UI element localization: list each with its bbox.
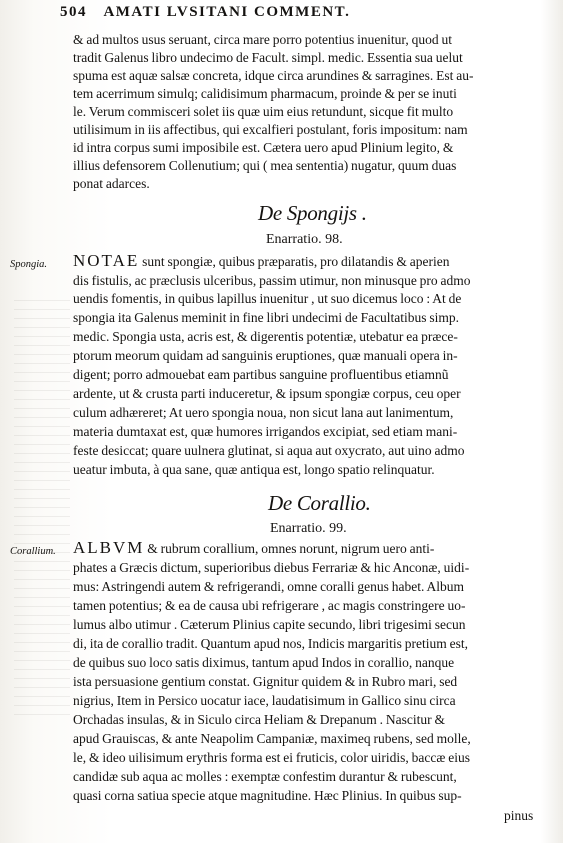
margin-note-spongia: Spongia. [10,259,48,270]
text-line: lumus albo utimur . Cæterum Plinius capite secundo, libri trigesimi secun [73,617,466,632]
text-line: tem acerrimum simulq; calidisimum pharmacum, proinde & per se inuti [73,86,457,101]
text-line: medic. Spongia usta, acris est, & digerentis potentiæ, utebatur ea præce- [73,329,458,344]
text-line: tradit Galenus libro undecimo de Facult. simpl. medic. Essentia sua uelut [73,50,463,65]
text-line: ptorum meorum quidam ad sanguinis eruptiones, quæ manuali opera in- [73,348,458,363]
text-line: digent; porro admouebat eam partibus sanguine profluentibus etiamnũ [73,367,449,382]
running-header [60,4,350,21]
text-line: Orchadas insulas, & in Siculo circa Heliam & Drepanum . Nascitur & [73,712,446,727]
text-line: & ad multos usus seruant, circa mare porro potentius inuenitur, quod ut [73,32,453,47]
enarratio-heading: Enarratio. 99. [270,521,347,536]
catchword: pinus [504,808,534,823]
text-line: dis fistulis, ac præclusis ulceribus, passim utimur, non minusque pro admo [73,273,471,288]
text-line: feste desiccat; quare uulnera glutinat, si aqua aut oxycrato, aut uino admo [73,443,465,458]
margin-note-corallium: Corallium. [10,546,56,557]
text-line: de quibus suo loco satis diximus, tantum apud Indos in corallio, nanque [73,655,455,670]
text-line: di, ita de corallio tradit. Quantum apud nos, Indicis margaritis pretium est, [73,636,469,651]
text-line: quasi corna satiua specie atque magnitudine. Hæc Plinius. In quibus sup- [73,788,462,803]
text-line: ardente, ut & crusta parti induceretur, & ipsum spongiæ corpus, ceu oper [73,386,461,401]
running-title: AMATI LVSITANI COMMENT. [103,4,351,20]
text-line: uendis fomentis, in quibus lapillus inuenitur , ut suo dicemus loco : At de [73,291,462,306]
text-line: nigrius, Item in Persico uocatur iace, laudatisimum in Gallico sinu circa [73,693,456,708]
text-line: culum adhæreret; At uero spongia noua, non sicut lana aut lanimentum, [73,405,454,420]
text-line: id intra corpus sumi imposibile est. Cætera uero apud Plinium legito, & [73,140,454,155]
text-line: illius defensorem Collenutium; qui ( mea sententia) nugatur, quum duas [73,158,457,173]
enarratio-heading: Enarratio. 98. [266,232,343,247]
initial-word: NOTAE [73,251,140,270]
text-line: spuma est aquæ salsæ concreta, idque circa arundines & sarragines. Est au- [73,68,474,83]
text-line: & rubrum corallium, omnes norunt, nigrum uero anti- [144,541,435,556]
text-line: spongia ita Galenus meminit in fine libri undecimi de Facultatibus simp. [73,310,460,325]
text-line-first [73,253,449,270]
text-line: ista persuasione gentium constat. Gignitur quidem & in Rubro mari, sed [73,674,458,689]
text-line: utilisimum in iis affectibus, qui excalfieri postulant, foris impositum: nam [73,122,468,137]
text-line: ponat adarces. [73,176,150,191]
section-title-corallio: De Corallio. [268,491,371,515]
section-title-spongiis: De Spongijs . [258,201,367,225]
text-line: tamen potentius; & ea de causa ubi refrigerare , ac magis constringere uo- [73,598,466,613]
page-number: 504 [60,4,87,20]
text-line: mus: Astringendi autem & refrigerandi, omne coralli genus habet. Album [73,579,465,594]
text-line: phates a Græcis dictum, superioribus diebus Ferrariæ & hic Anconæ, uidi- [73,560,470,575]
text-line-first [73,540,434,557]
text-line: candidæ sub aqua ac molles : exemptæ confestim durantur & rubescunt, [73,769,457,784]
text-line: ueatur imbuta, à qua sane, quæ antiqua est, longo spatio relinquatur. [73,462,435,477]
text-line: sunt spongiæ, quibus præparatis, pro dilatandis & aperien [139,254,450,269]
text-line: materia dumtaxat est, quæ humores irrigandos excipiat, sed etiam mani- [73,424,458,439]
text-line: le. Verum commisceri solet iis quæ uim eius retundunt, sicque fit multo [73,104,454,119]
text-line: le, & ideo uilisimum erythris forma est ei fruticis, color uiridis, baccæ eius [73,750,471,765]
text-line: apud Grauiscas, & ante Neapolim Campaniæ, maximeq rubens, sed molle, [73,731,471,746]
initial-word: ALBVM [73,538,145,557]
show-through-shadow [14,300,70,720]
